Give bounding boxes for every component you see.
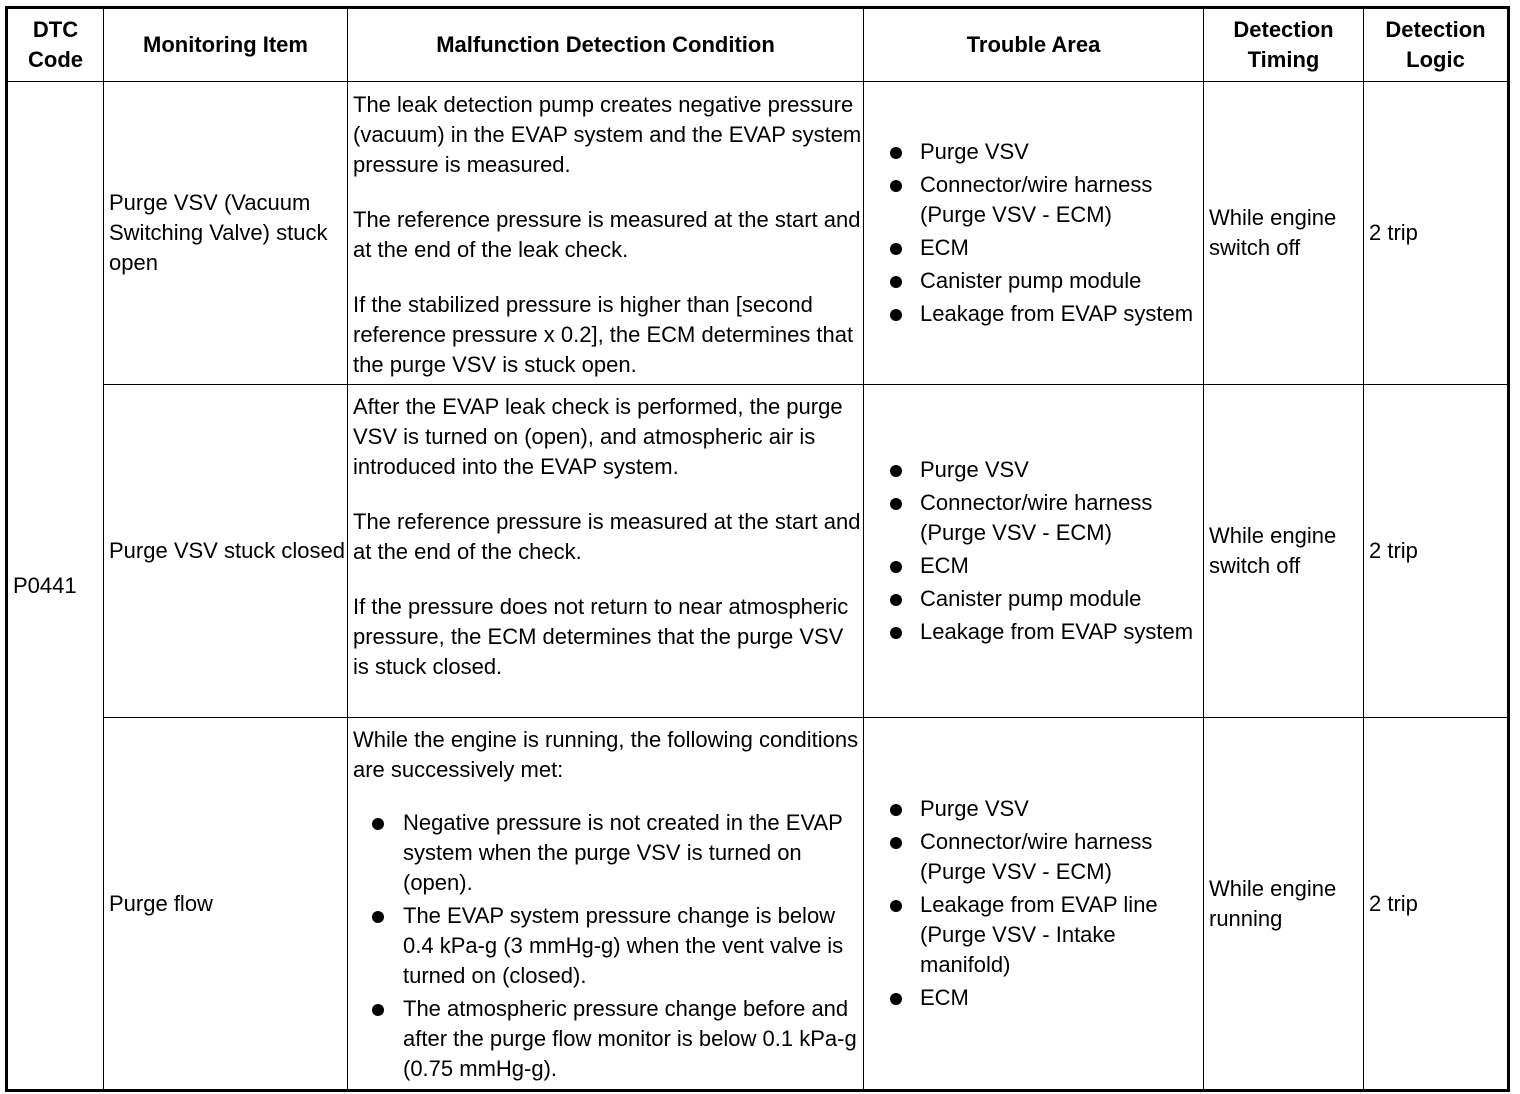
list-item: ECM bbox=[869, 983, 1203, 1013]
condition-paragraph: The leak detection pump creates negative pressure (vacuum) in the EVAP system and the EVAP system pressure is measured. bbox=[353, 92, 862, 177]
list-item: Purge VSV bbox=[869, 137, 1203, 167]
condition-bullet-list bbox=[353, 808, 863, 1084]
list-item: Connector/wire harness (Purge VSV - ECM) bbox=[869, 170, 1203, 230]
dtc-code-cell: P0441 bbox=[7, 82, 104, 1091]
trouble-area-list bbox=[869, 137, 1203, 329]
list-item: ECM bbox=[869, 551, 1203, 581]
detection-logic-cell: 2 trip bbox=[1364, 82, 1509, 385]
trouble-area-cell bbox=[864, 82, 1204, 385]
condition-cell bbox=[348, 718, 864, 1091]
condition-cell bbox=[348, 82, 864, 385]
list-item: Leakage from EVAP system bbox=[869, 299, 1203, 329]
table-row bbox=[7, 385, 1509, 718]
header-detection-timing: Detection Timing bbox=[1204, 8, 1364, 82]
header-detection-logic: Detection Logic bbox=[1364, 8, 1509, 82]
detection-timing-cell: While engine switch off bbox=[1204, 82, 1364, 385]
list-item: ECM bbox=[869, 233, 1203, 263]
header-trouble-area: Trouble Area bbox=[864, 8, 1204, 82]
condition-paragraph: The reference pressure is measured at the start and at the end of the check. bbox=[353, 509, 861, 564]
header-condition: Malfunction Detection Condition bbox=[348, 8, 864, 82]
list-item: The atmospheric pressure change before and after the purge flow monitor is below 0.1 kPa-g (0.75 mmHg-g). bbox=[353, 994, 863, 1084]
list-item: Negative pressure is not created in the EVAP system when the purge VSV is turned on (open). bbox=[353, 808, 863, 898]
list-item: Canister pump module bbox=[869, 584, 1203, 614]
list-item: The EVAP system pressure change is below 0.4 kPa-g (3 mmHg-g) when the vent valve is turned on (closed). bbox=[353, 901, 863, 991]
trouble-area-list bbox=[869, 455, 1203, 647]
trouble-area-cell bbox=[864, 385, 1204, 718]
condition-cell bbox=[348, 385, 864, 718]
condition-paragraph: After the EVAP leak check is performed, the purge VSV is turned on (open), and atmospheric air is introduced into the EVAP system. bbox=[353, 394, 843, 479]
list-item: Connector/wire harness (Purge VSV - ECM) bbox=[869, 488, 1203, 548]
header-dtc-code: DTC Code bbox=[7, 8, 104, 82]
monitoring-item-cell: Purge flow bbox=[104, 718, 348, 1091]
list-item: Purge VSV bbox=[869, 455, 1203, 485]
dtc-table bbox=[5, 6, 1510, 1092]
trouble-area-list bbox=[869, 794, 1203, 1013]
header-row bbox=[7, 8, 1509, 82]
list-item: Leakage from EVAP system bbox=[869, 617, 1203, 647]
condition-paragraph: If the pressure does not return to near atmospheric pressure, the ECM determines that the purge VSV is stuck closed. bbox=[353, 594, 849, 679]
detection-logic-cell: 2 trip bbox=[1364, 385, 1509, 718]
trouble-area-cell bbox=[864, 718, 1204, 1091]
monitoring-item-cell: Purge VSV (Vacuum Switching Valve) stuck open bbox=[104, 82, 348, 385]
table-row bbox=[7, 718, 1509, 1091]
monitoring-item-cell: Purge VSV stuck closed bbox=[104, 385, 348, 718]
condition-intro: While the engine is running, the following conditions are successively met: bbox=[353, 727, 859, 782]
condition-paragraph: The reference pressure is measured at the start and at the end of the leak check. bbox=[353, 207, 861, 262]
list-item: Purge VSV bbox=[869, 794, 1203, 824]
detection-logic-cell: 2 trip bbox=[1364, 718, 1509, 1091]
table-row bbox=[7, 82, 1509, 385]
header-monitoring-item: Monitoring Item bbox=[104, 8, 348, 82]
list-item: Canister pump module bbox=[869, 266, 1203, 296]
detection-timing-cell: While engine switch off bbox=[1204, 385, 1364, 718]
detection-timing-cell: While engine running bbox=[1204, 718, 1364, 1091]
list-item: Leakage from EVAP line (Purge VSV - Intake manifold) bbox=[869, 890, 1203, 980]
condition-paragraph: If the stabilized pressure is higher than [second reference pressure x 0.2], the ECM determines that the purge VSV is stuck open. bbox=[353, 292, 854, 377]
list-item: Connector/wire harness (Purge VSV - ECM) bbox=[869, 827, 1203, 887]
